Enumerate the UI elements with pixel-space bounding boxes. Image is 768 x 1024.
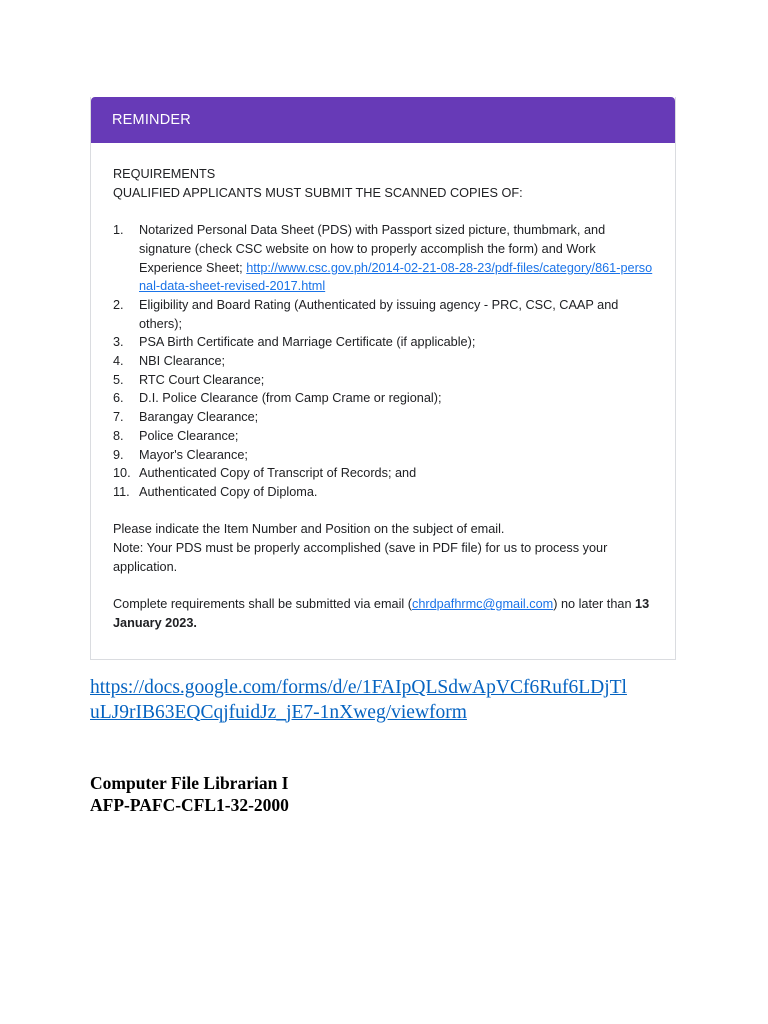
requirement-text: Notarized Personal Data Sheet (PDS) with Passport sized picture, thumbmark, and signature (check CSC website on how to properly accomplish the form) and Work Experience Sheet; bbox=[139, 223, 606, 275]
reminder-card bbox=[90, 97, 676, 660]
requirement-number: 6. bbox=[113, 391, 124, 406]
requirement-item-11 bbox=[113, 483, 653, 502]
position-title: Computer File Librarian I bbox=[90, 773, 289, 793]
requirement-item-4 bbox=[113, 352, 653, 371]
requirement-number: 4. bbox=[113, 354, 124, 369]
reminder-title: REMINDER bbox=[112, 112, 191, 128]
requirement-number: 11. bbox=[113, 484, 130, 499]
requirement-text: Barangay Clearance; bbox=[139, 410, 259, 425]
requirements-title: REQUIREMENTS bbox=[113, 167, 216, 181]
requirement-item-5 bbox=[113, 371, 653, 390]
requirements-subtitle: QUALIFIED APPLICANTS MUST SUBMIT THE SCANNED COPIES OF: bbox=[113, 185, 523, 200]
requirements-list bbox=[113, 296, 653, 502]
requirement-item-9 bbox=[113, 446, 653, 465]
csc-pds-link[interactable]: http://www.csc.gov.ph/2014-02-21-08-28-23/pdf-files/category/861-personal-data-sheet-revised-2017.html bbox=[139, 260, 653, 294]
requirement-text: D.I. Police Clearance (from Camp Crame or regional); bbox=[139, 391, 442, 406]
note-pds: Note: Your PDS must be properly accomplished (save in PDF file) for us to process your application. bbox=[113, 541, 608, 574]
requirement-number: 1. bbox=[113, 223, 124, 238]
requirement-text: Police Clearance; bbox=[139, 428, 239, 443]
position-block bbox=[90, 772, 289, 816]
requirement-text: NBI Clearance; bbox=[139, 354, 226, 369]
requirement-number: 2. bbox=[113, 297, 124, 312]
note-subject: Please indicate the Item Number and Position on the subject of email. bbox=[113, 522, 505, 537]
requirement-text: RTC Court Clearance; bbox=[139, 372, 265, 387]
requirement-item-6 bbox=[113, 389, 653, 408]
requirement-text: Authenticated Copy of Transcript of Records; and bbox=[139, 466, 417, 481]
requirement-item-10 bbox=[113, 464, 653, 483]
requirement-text: Authenticated Copy of Diploma. bbox=[139, 484, 318, 499]
submission-prefix: Complete requirements shall be submitted via email ( bbox=[113, 597, 412, 612]
requirement-item-2 bbox=[113, 296, 653, 333]
submission-middle: ) no later than bbox=[553, 597, 636, 612]
position-code: AFP-PAFC-CFL1-32-2000 bbox=[90, 795, 289, 815]
deadline: 13 January 2023. bbox=[113, 597, 650, 630]
requirement-number: 5. bbox=[113, 372, 124, 387]
requirement-item-7 bbox=[113, 408, 653, 427]
requirement-number: 3. bbox=[113, 335, 124, 350]
requirement-item-8 bbox=[113, 427, 653, 446]
requirement-number: 9. bbox=[113, 447, 124, 462]
reminder-header bbox=[91, 97, 675, 143]
requirement-number: 10. bbox=[113, 466, 131, 481]
requirement-item-3 bbox=[113, 333, 653, 352]
reminder-body bbox=[91, 143, 675, 633]
requirement-number: 7. bbox=[113, 410, 124, 425]
requirement-text: Eligibility and Board Rating (Authenticated by issuing agency - PRC, CSC, CAAP and others); bbox=[139, 297, 619, 331]
google-forms-link[interactable]: https://docs.google.com/forms/d/e/1FAIpQLSdwApVCf6Ruf6LDjTluLJ9rIB63EQCqjfuidJz_jE7-1nXweg/viewform bbox=[90, 677, 627, 723]
submission-note bbox=[113, 595, 653, 632]
requirement-text: Mayor's Clearance; bbox=[139, 447, 248, 462]
requirement-text: PSA Birth Certificate and Marriage Certificate (if applicable); bbox=[139, 335, 476, 350]
requirement-item-1 bbox=[113, 221, 653, 296]
email-link[interactable]: chrdpafhrmc@gmail.com bbox=[412, 597, 554, 612]
requirement-number: 8. bbox=[113, 428, 124, 443]
